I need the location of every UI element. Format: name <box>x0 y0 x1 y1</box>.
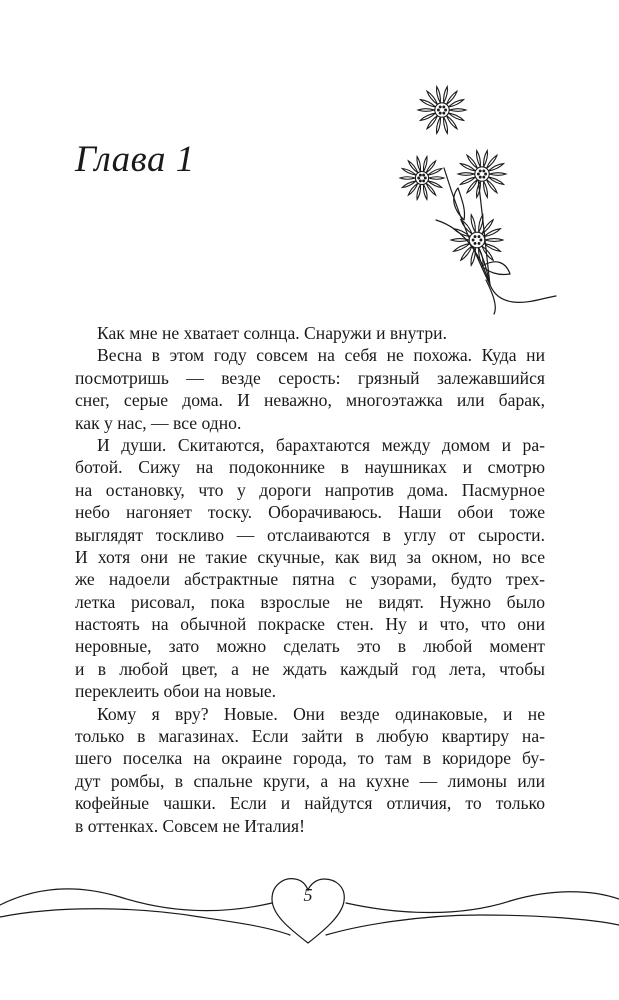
wave-line <box>346 892 619 913</box>
text-line: небо нагоняет тоску. Оборачиваюсь. Наши обои тоже <box>75 502 545 523</box>
text-line: неровные, зато можно сделать это в любой момент <box>75 636 545 657</box>
text-line: дут ромбы, в спальне круги, а на кухне — лимоны или <box>75 770 545 791</box>
wave-line <box>0 889 272 911</box>
text-line: настоять на обычной покраске стен. Ну и что, что они <box>75 614 545 635</box>
daisy-flower-icon <box>458 151 506 198</box>
text-line: только в магазинах. Если зайти в любую квартиру на- <box>75 726 545 747</box>
text-line: Как мне не хватает солнца. Снаружи и внутри. <box>97 323 447 343</box>
daisy-bouquet-illustration <box>378 70 568 320</box>
chapter-title: Глава 1 <box>75 139 195 180</box>
daisy-flower-icon <box>400 157 444 200</box>
text-line: как у нас, — все одно. <box>75 412 242 433</box>
text-line: Весна в этом году совсем на себя не похожа. Куда ни <box>97 345 545 366</box>
daisy-flower-icon <box>418 87 466 134</box>
text-line: в оттенках. Совсем не Италия! <box>75 815 305 836</box>
text-line: И хотя они не такие скучные, как вид за окном, но все <box>75 546 545 567</box>
text-line: же надоели абстрактные пятна с узорами, будто трех- <box>75 569 545 590</box>
text-line: И души. Скитаются, барахтаются между домом и ра- <box>97 434 545 455</box>
text-line: на остановку, что у дороги напротив дома. Пасмурное <box>75 479 545 500</box>
text-line: посмотришь — везде серость: грязный залежавшийся <box>75 367 545 388</box>
text-line: переклеить обои на новые. <box>75 681 277 702</box>
paragraph <box>75 344 545 434</box>
text-line: шего поселка на окраине города, то там в коридоре бу- <box>75 748 545 769</box>
text-line: и в любой цвет, а не ждать каждый год лета, чтобы <box>75 658 545 679</box>
paragraph <box>75 434 545 703</box>
text-line: кофейные чашки. Если и найдутся отличия, то только <box>75 793 545 814</box>
page-number: 5 <box>303 885 313 905</box>
paragraph <box>75 322 545 344</box>
text-line: выглядят тоскливо — отслаиваются в углу от сырости. <box>75 524 545 545</box>
wave-line <box>326 915 619 935</box>
text-line: Кому я вру? Новые. Они везде одинаковые, и не <box>97 703 545 724</box>
paragraph <box>75 703 545 837</box>
text-line: снег, серые дома. И неважно, многоэтажка или барак, <box>75 390 545 411</box>
chapter-body <box>75 322 545 837</box>
text-line: ботой. Сижу на подоконнике в наушниках и смотрю <box>75 457 545 478</box>
text-line: летка рисовал, пока взрослые не видят. Нужно было <box>75 591 545 612</box>
wave-line <box>0 909 290 935</box>
